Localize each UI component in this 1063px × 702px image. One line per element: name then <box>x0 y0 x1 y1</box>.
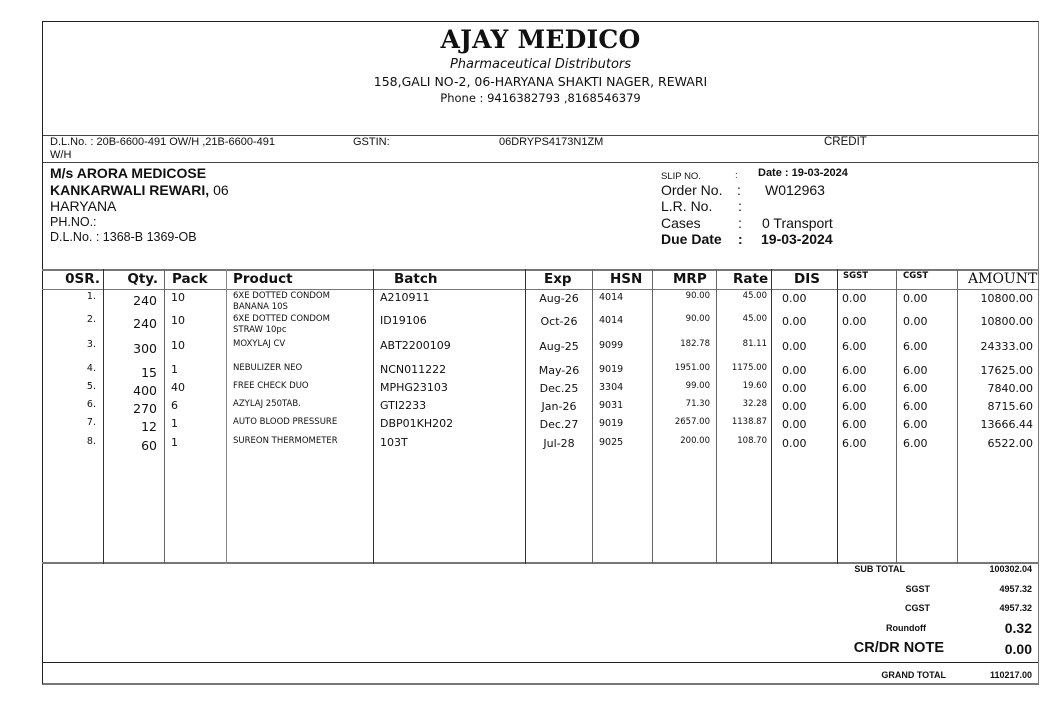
cell-sgst: 6.00 <box>842 382 867 395</box>
cell-mrp: 90.00 <box>685 291 710 301</box>
cell-dis: 0.00 <box>782 315 807 328</box>
lr-no-colon: : <box>738 198 742 214</box>
col-header-sr: 0SR. <box>65 271 100 287</box>
cell-qty: 60 <box>141 438 157 453</box>
gstin-label: GSTIN: <box>353 136 390 148</box>
cell-amount: 7840.00 <box>987 382 1033 395</box>
cell-pack: 10 <box>171 314 185 327</box>
col-header-rate: Rate <box>733 271 769 287</box>
cell-batch: ABT2200109 <box>380 339 451 352</box>
cell-hsn: 3304 <box>599 382 624 393</box>
cell-sgst: 6.00 <box>842 340 867 353</box>
cell-batch: DBP01KH202 <box>380 417 454 430</box>
roundoff-value: 0.32 <box>1004 620 1032 636</box>
sub-total-value: 100302.04 <box>989 564 1032 574</box>
party-phone: PH.NO.: <box>50 215 97 229</box>
cell-cgst: 6.00 <box>903 400 928 413</box>
cell-qty: 15 <box>141 365 157 380</box>
party-address-bold: KANKARWALI REWARI, <box>50 182 210 198</box>
crdr-note-label: CR/DR NOTE <box>853 640 944 656</box>
cell-cgst: 6.00 <box>903 382 928 395</box>
cell-exp: Oct-26 <box>540 315 578 328</box>
grand-total-value: 110217.00 <box>989 670 1032 680</box>
cell-hsn: 4014 <box>599 315 624 326</box>
cell-mrp: 2657.00 <box>674 417 710 427</box>
cell-cgst: 6.00 <box>903 418 928 431</box>
seller-dl-no: D.L.No. : 20B-6600-491 OW/H ,21B-6600-491 <box>50 136 276 148</box>
col-header-exp: Exp <box>544 271 572 287</box>
cell-sr: 6. <box>86 399 96 410</box>
company-tagline: Pharmaceutical Distributors <box>449 57 632 72</box>
cell-qty: 400 <box>133 383 157 398</box>
party-dl-no: D.L.No. : 1368-B 1369-OB <box>50 230 197 244</box>
cell-hsn: 9019 <box>599 364 624 375</box>
cell-batch: A210911 <box>380 291 430 304</box>
cell-dis: 0.00 <box>782 340 807 353</box>
cell-dis: 0.00 <box>782 437 807 450</box>
col-header-qty: Qty. <box>127 271 158 287</box>
col-divider <box>164 269 165 564</box>
cell-product1: SUREON THERMOMETER <box>233 436 338 446</box>
party-name: M/s ARORA MEDICOSE <box>50 165 207 181</box>
cell-mrp: 90.00 <box>685 314 710 324</box>
company-name: AJAY MEDICO <box>440 25 641 54</box>
cell-pack: 1 <box>171 436 178 449</box>
sgst-total-label: SGST <box>905 584 930 594</box>
payment-mode: CREDIT <box>824 136 867 148</box>
cell-rate: 108.70 <box>737 436 767 446</box>
order-no-label: Order No. <box>661 182 723 198</box>
cell-exp: Dec.25 <box>539 382 579 395</box>
cell-rate: 81.11 <box>742 339 767 349</box>
cgst-total-label: CGST <box>904 603 930 613</box>
cell-sr: 7. <box>86 417 96 428</box>
cell-qty: 12 <box>141 419 157 434</box>
cell-hsn: 9025 <box>599 437 624 448</box>
col-divider <box>226 269 227 564</box>
table-header-border <box>42 289 1039 290</box>
cell-product1: 6XE DOTTED CONDOM <box>233 314 330 324</box>
cell-hsn: 9019 <box>599 418 624 429</box>
lr-no-label: L.R. No. <box>661 198 713 214</box>
cell-batch: GTI2233 <box>380 399 427 412</box>
cell-cgst: 0.00 <box>903 292 928 305</box>
cases-label: Cases <box>661 215 701 231</box>
cell-hsn: 4014 <box>599 292 624 303</box>
cell-batch: ID19106 <box>380 314 427 327</box>
cell-product1: NEBULIZER NEO <box>233 363 303 373</box>
cell-hsn: 9031 <box>599 400 624 411</box>
cell-product1: AZYLAJ 250TAB. <box>233 399 301 409</box>
col-header-hsn: HSN <box>610 271 643 287</box>
cell-rate: 1138.87 <box>731 417 767 427</box>
cell-mrp: 99.00 <box>685 381 710 391</box>
cell-sgst: 0.00 <box>842 315 867 328</box>
cases-value: 0 Transport <box>762 215 833 231</box>
cell-mrp: 1951.00 <box>674 363 710 373</box>
col-divider <box>837 269 838 564</box>
due-date-colon: : <box>738 231 743 247</box>
cell-amount: 24333.00 <box>980 340 1033 353</box>
cell-amount: 10800.00 <box>980 292 1033 305</box>
cell-dis: 0.00 <box>782 382 807 395</box>
cell-pack: 1 <box>171 417 178 430</box>
party-address-rest: 06 <box>209 182 229 198</box>
col-header-amount: AMOUNT <box>968 271 1038 287</box>
cell-sgst: 0.00 <box>842 292 867 305</box>
cell-cgst: 6.00 <box>903 340 928 353</box>
col-header-cgst: CGST <box>903 271 929 281</box>
cell-dis: 0.00 <box>782 400 807 413</box>
due-date-value: 19-03-2024 <box>761 231 833 247</box>
col-divider <box>771 269 772 564</box>
cell-amount: 8715.60 <box>987 400 1033 413</box>
cell-dis: 0.00 <box>782 418 807 431</box>
col-divider <box>652 269 653 564</box>
cgst-total-value: 4957.32 <box>999 603 1032 613</box>
cell-rate: 45.00 <box>742 291 767 301</box>
cell-batch: MPHG23103 <box>380 381 448 394</box>
cell-pack: 40 <box>171 381 185 394</box>
slip-no-label: SLIP NO. <box>661 171 701 182</box>
seller-dl-no-cont: W/H <box>50 149 72 161</box>
col-header-sgst: SGST <box>843 271 869 281</box>
cell-sgst: 6.00 <box>842 418 867 431</box>
cell-product1: 6XE DOTTED CONDOM <box>233 291 330 301</box>
cell-amount: 13666.44 <box>980 418 1033 431</box>
cell-cgst: 6.00 <box>903 437 928 450</box>
sub-total-label: SUB TOTAL <box>854 564 905 574</box>
cell-rate: 19.60 <box>742 381 767 391</box>
cell-exp: Dec.27 <box>539 418 579 431</box>
cell-qty: 240 <box>133 293 157 308</box>
cell-cgst: 0.00 <box>903 315 928 328</box>
roundoff-label: Roundoff <box>886 623 926 633</box>
cases-colon: : <box>738 215 742 231</box>
cell-product2: BANANA 10S <box>233 302 288 312</box>
cell-rate: 45.00 <box>742 314 767 324</box>
col-divider <box>957 269 958 564</box>
col-divider <box>592 269 593 564</box>
cell-batch: 103T <box>380 436 408 449</box>
company-address: 158,GALI NO-2, 06-HARYANA SHAKTI NAGER, REWARI <box>373 74 708 89</box>
cell-hsn: 9099 <box>599 340 624 351</box>
cell-exp: Jan-26 <box>541 400 577 413</box>
cell-pack: 10 <box>171 291 185 304</box>
cell-dis: 0.00 <box>782 364 807 377</box>
party-state: HARYANA <box>50 198 117 214</box>
party-address <box>50 182 229 198</box>
cell-exp: Aug-26 <box>539 292 579 305</box>
cell-sr: 8. <box>86 436 96 447</box>
cell-sr: 4. <box>86 363 96 374</box>
grand-total-divider <box>43 662 1038 663</box>
col-divider <box>896 269 897 564</box>
invoice-frame <box>42 21 1039 685</box>
col-divider <box>525 269 526 564</box>
col-divider <box>373 269 374 564</box>
items-table <box>42 269 1039 564</box>
cell-sgst: 6.00 <box>842 437 867 450</box>
cell-sr: 1. <box>86 291 96 302</box>
col-header-batch: Batch <box>394 271 438 287</box>
cell-mrp: 71.30 <box>685 399 710 409</box>
cell-mrp: 200.00 <box>680 436 710 446</box>
cell-batch: NCN011222 <box>380 363 447 376</box>
col-header-pack: Pack <box>172 271 208 287</box>
cell-qty: 300 <box>133 341 157 356</box>
col-header-mrp: MRP <box>673 271 707 287</box>
cell-product1: FREE CHECK DUO <box>233 381 309 391</box>
cell-qty: 270 <box>133 401 157 416</box>
cell-sr: 2. <box>86 314 96 325</box>
cell-product2: STRAW 10pc <box>233 325 287 335</box>
cell-rate: 1175.00 <box>731 363 767 373</box>
cell-cgst: 6.00 <box>903 364 928 377</box>
cell-mrp: 182.78 <box>680 339 710 349</box>
due-date-label: Due Date <box>661 231 722 247</box>
cell-pack: 1 <box>171 363 178 376</box>
cell-sr: 5. <box>86 381 96 392</box>
cell-amount: 6522.00 <box>987 437 1033 450</box>
grand-total-label: GRAND TOTAL <box>881 670 946 680</box>
col-header-product: Product <box>233 271 293 287</box>
cell-amount: 17625.00 <box>980 364 1033 377</box>
cell-exp: Aug-25 <box>539 340 579 353</box>
crdr-note-value: 0.00 <box>1004 641 1032 657</box>
cell-qty: 240 <box>133 316 157 331</box>
col-divider <box>716 269 717 564</box>
order-no-colon: : <box>737 182 741 198</box>
divider <box>43 162 1038 163</box>
col-header-dis: DIS <box>794 271 820 287</box>
cell-sgst: 6.00 <box>842 364 867 377</box>
cell-dis: 0.00 <box>782 292 807 305</box>
cell-pack: 6 <box>171 399 178 412</box>
cell-product1: AUTO BLOOD PRESSURE <box>233 417 338 427</box>
cell-sgst: 6.00 <box>842 400 867 413</box>
col-divider <box>103 269 104 564</box>
cell-exp: May-26 <box>538 364 580 377</box>
cell-exp: Jul-28 <box>543 437 575 450</box>
cell-sr: 3. <box>86 339 96 350</box>
cell-amount: 10800.00 <box>980 315 1033 328</box>
company-phone: Phone : 9416382793 ,8168546379 <box>440 91 641 105</box>
cell-rate: 32.28 <box>742 399 767 409</box>
invoice-date: Date : 19-03-2024 <box>758 167 848 179</box>
gstin-value: 06DRYPS4173N1ZM <box>499 136 604 148</box>
cell-product1: MOXYLAJ CV <box>233 339 286 349</box>
cell-pack: 10 <box>171 339 185 352</box>
order-no-value: W012963 <box>765 182 825 198</box>
sgst-total-value: 4957.32 <box>999 584 1032 594</box>
slip-no-colon: : <box>735 170 738 181</box>
